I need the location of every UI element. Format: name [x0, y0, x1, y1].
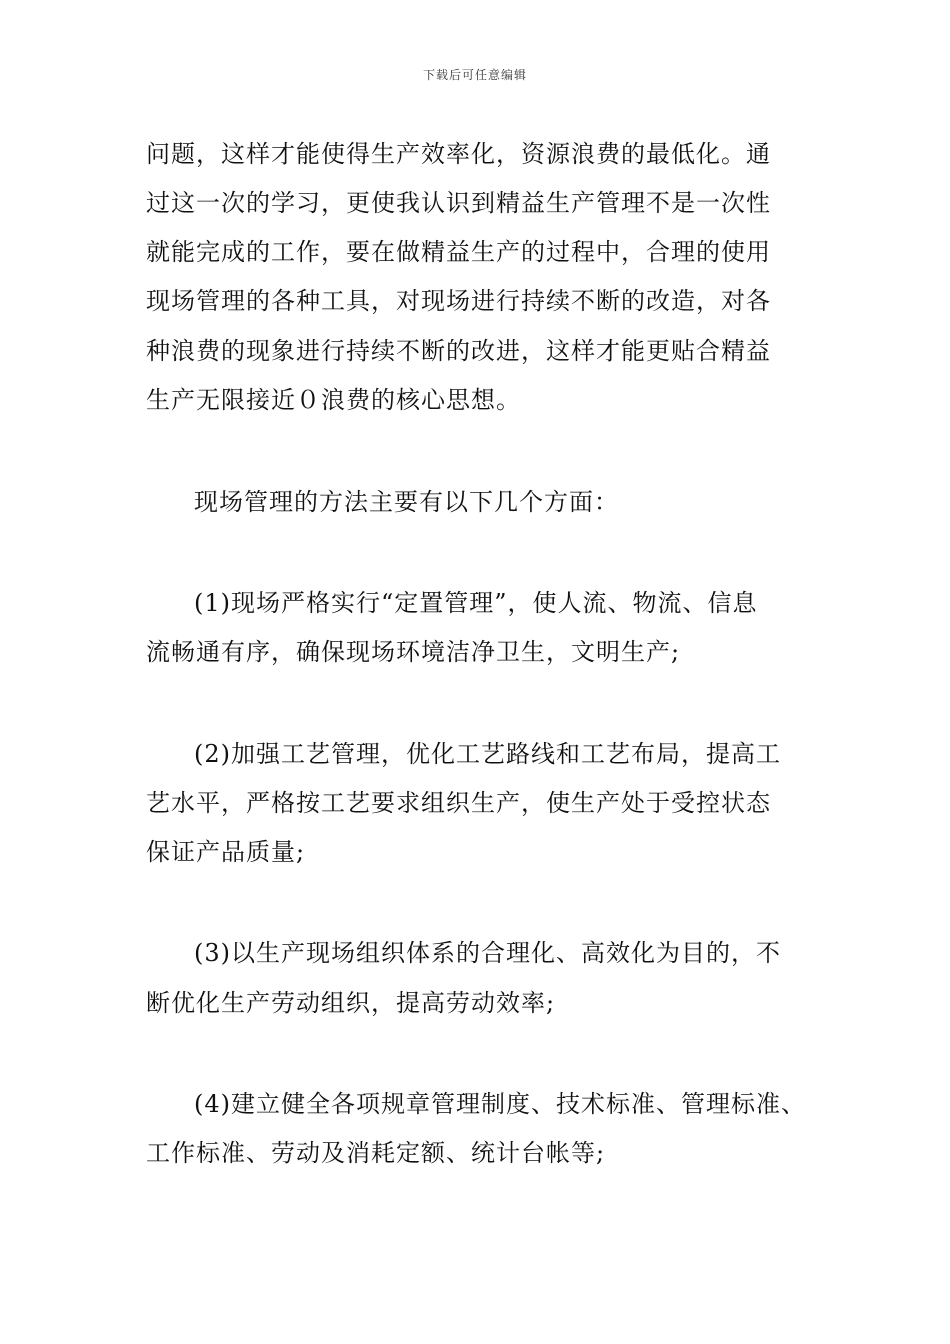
- text-line: (1)现场严格实行“定置管理”，使人流、物流、信息: [194, 589, 758, 617]
- text-line: 种浪费的现象进行持续不断的改进，这样才能更贴合精益: [146, 337, 771, 365]
- text-line: 保证产品质量;: [146, 838, 306, 866]
- text-line: 过这一次的学习，更使我认识到精益生产管理不是一次性: [146, 189, 771, 217]
- text-line: 工作标准、劳动及消耗定额、统计台帐等;: [146, 1139, 606, 1167]
- text-line: 现场管理的方法主要有以下几个方面：: [194, 488, 619, 516]
- text-line: 生产无限接近０浪费的核心思想。: [146, 386, 521, 414]
- text-line: 流畅通有序，确保现场环境洁净卫生，文明生产;: [146, 638, 681, 666]
- page-header: 下载后可任意编辑: [422, 68, 527, 82]
- text-line: 就能完成的工作，要在做精益生产的过程中，合理的使用: [146, 238, 771, 266]
- text-line: (2)加强工艺管理，优化工艺路线和工艺布局，提高工: [194, 740, 781, 768]
- text-line: (4)建立健全各项规章管理制度、技术标准、管理标准、: [194, 1090, 806, 1118]
- text-line: 艺水平，严格按工艺要求组织生产，使生产处于受控状态: [146, 789, 771, 817]
- text-line: (3)以生产现场组织体系的合理化、高效化为目的，不: [194, 939, 781, 967]
- text-line: 问题，这样才能使得生产效率化，资源浪费的最低化。通: [146, 140, 771, 168]
- text-line: 断优化生产劳动组织，提高劳动效率;: [146, 989, 556, 1017]
- text-line: 现场管理的各种工具，对现场进行持续不断的改造，对各: [146, 287, 771, 315]
